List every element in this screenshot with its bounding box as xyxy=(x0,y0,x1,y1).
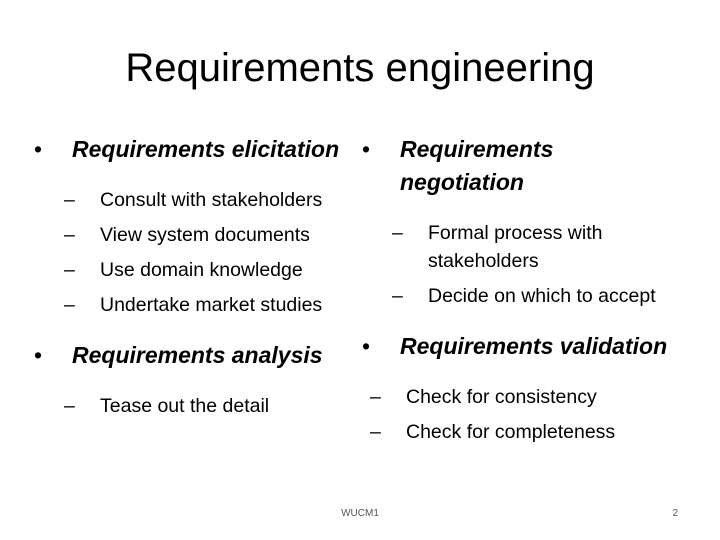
list-item: – Decide on which to accept xyxy=(392,282,682,310)
list-item: – Use domain knowledge xyxy=(64,256,344,284)
bullet-glyph: • xyxy=(34,136,43,162)
bullet-glyph: • xyxy=(362,136,371,162)
slide-title: Requirements engineering xyxy=(125,46,595,90)
section-elicitation xyxy=(34,133,344,166)
dash-glyph: – xyxy=(64,395,75,417)
bullet-glyph: • xyxy=(34,342,43,368)
dash-glyph: – xyxy=(392,222,403,244)
list-item: – Tease out the detail xyxy=(64,392,344,420)
section-validation xyxy=(362,330,682,363)
dash-glyph: – xyxy=(64,294,75,316)
dash-glyph: – xyxy=(64,224,75,246)
validation-list xyxy=(370,383,682,446)
list-item: – Consult with stakeholders xyxy=(64,186,344,214)
dash-glyph: – xyxy=(392,285,403,307)
section-heading: Requirements negotiation xyxy=(400,136,554,195)
section-negotiation xyxy=(362,133,682,199)
section-heading: Requirements validation xyxy=(400,333,668,359)
bullet-glyph: • xyxy=(362,333,371,359)
list-item: – Undertake market studies xyxy=(64,291,344,319)
list-item: – Check for completeness xyxy=(370,418,682,446)
dash-glyph: – xyxy=(370,421,381,443)
section-heading: Requirements analysis xyxy=(72,342,323,368)
list-item: – Formal process with stakeholders xyxy=(392,219,682,275)
page-number: 2 xyxy=(672,508,678,519)
list-item: – View system documents xyxy=(64,221,344,249)
right-column xyxy=(362,133,682,466)
elicitation-list xyxy=(64,186,344,319)
negotiation-list xyxy=(392,219,682,310)
analysis-list xyxy=(64,392,344,420)
section-analysis xyxy=(34,339,344,372)
dash-glyph: – xyxy=(64,259,75,281)
list-item: – Check for consistency xyxy=(370,383,682,411)
dash-glyph: – xyxy=(64,189,75,211)
left-column xyxy=(34,133,344,440)
footer-label: WUCM1 xyxy=(341,508,379,519)
section-heading: Requirements elicitation xyxy=(72,136,340,162)
dash-glyph: – xyxy=(370,386,381,408)
